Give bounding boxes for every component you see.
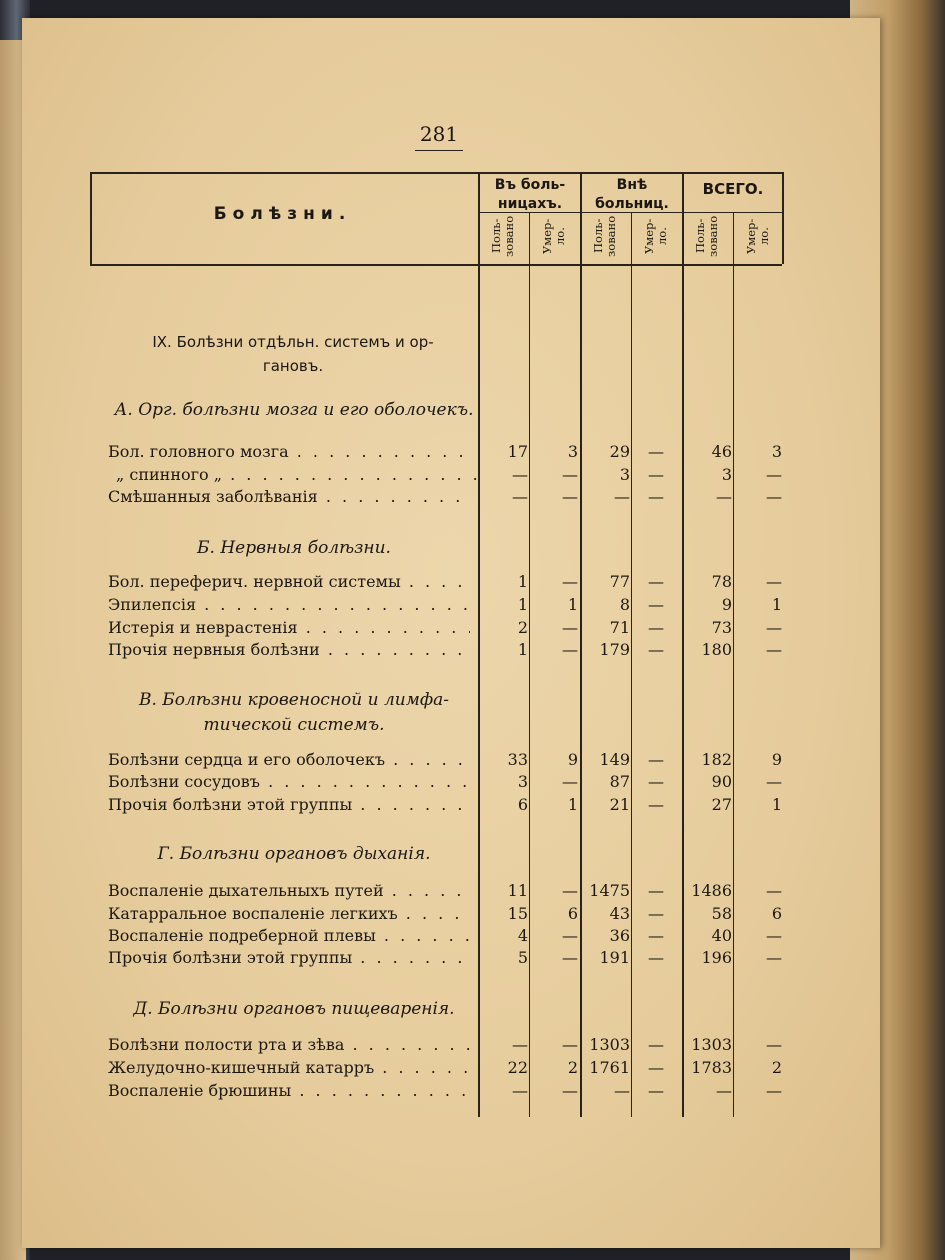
cell-hospital-died: — — [562, 572, 578, 591]
row-label: Воспаленіе дыхательныхъ путей . . . — [108, 881, 470, 900]
in-hospital-died-header: Умер- ло. — [540, 218, 567, 254]
row-label: Истерія и неврастенія . . . — [108, 618, 470, 637]
cell-hospital-died: — — [562, 640, 578, 659]
table-row — [0, 1035, 945, 1057]
cell-hospital-died: 9 — [567, 750, 578, 769]
cell-hospital-treated: — — [512, 487, 528, 506]
cell-total-died: — — [766, 618, 782, 637]
cell-hospital-treated: 1 — [517, 595, 528, 614]
cell-hospital-treated: — — [512, 465, 528, 484]
table-top-rule — [90, 172, 782, 174]
total-header: ВСЕГО. — [702, 180, 764, 198]
cell-outside-treated: 71 — [609, 618, 630, 637]
cell-hospital-treated: 1 — [517, 572, 528, 591]
cell-total-died: — — [766, 487, 782, 506]
in-hospital-header: Въ боль- ницахъ. — [494, 177, 566, 212]
header-bottom-rule — [90, 264, 782, 266]
cell-outside-treated: 149 — [599, 750, 630, 769]
cell-hospital-treated: 33 — [507, 750, 528, 769]
cell-total-treated: 3 — [721, 465, 732, 484]
section-title: IX. Болѣзни отдѣльн. системъ и ор- гановъ. — [152, 333, 434, 375]
cell-hospital-died: 6 — [567, 904, 578, 923]
cell-outside-treated: 3 — [619, 465, 630, 484]
cell-outside-died: — — [648, 1058, 664, 1077]
cell-total-died: 2 — [771, 1058, 782, 1077]
cell-outside-died: — — [648, 572, 664, 591]
cell-outside-treated: 191 — [599, 948, 630, 967]
table-row — [0, 442, 945, 464]
cell-total-died: — — [766, 881, 782, 900]
cell-total-died: — — [766, 465, 782, 484]
cell-total-died: — — [766, 1081, 782, 1100]
table-row — [0, 572, 945, 594]
col-rule-6 — [733, 213, 734, 1117]
row-label: Воспаленіе подреберной плевы . . . — [108, 926, 470, 945]
cell-total-treated: 1303 — [691, 1035, 732, 1054]
subsection-title: В. Болѣзни кровеносной и лимфа- тической системъ. — [138, 690, 450, 735]
cell-outside-died: — — [648, 1035, 664, 1054]
row-label: Катарральное воспаленіе легкихъ . . . — [108, 904, 470, 923]
row-label: Бол. головного мозга . . . — [108, 442, 470, 461]
cell-outside-died: — — [648, 926, 664, 945]
cell-hospital-treated: 15 — [507, 904, 528, 923]
cell-hospital-died: — — [562, 487, 578, 506]
row-label: Прочія нервныя болѣзни . . . — [108, 640, 470, 659]
subsection-title: Г. Болѣзни органовъ дыханія. — [157, 844, 431, 864]
cell-total-treated: 78 — [711, 572, 732, 591]
table-row — [0, 1058, 945, 1080]
table-row — [0, 881, 945, 903]
row-label: Желудочно-кишечный катарръ . . . — [108, 1058, 470, 1077]
row-label: „ спинного „ . . . — [108, 465, 478, 484]
cell-total-died: 1 — [771, 595, 782, 614]
cell-outside-died: — — [648, 1081, 664, 1100]
cell-hospital-died: 1 — [567, 795, 578, 814]
cell-hospital-died: — — [562, 618, 578, 637]
row-label: Болѣзни сердца и его оболочекъ . . . — [108, 750, 470, 769]
in-hospital-treated-header: Поль- зовано — [489, 215, 516, 257]
subsection-title: Д. Болѣзни органовъ пищеваренія. — [133, 999, 455, 1019]
subsection-title: А. Орг. болѣзни мозга и его оболочекъ. — [114, 400, 474, 420]
cell-outside-died: — — [648, 795, 664, 814]
total-died-header: Умер- ло. — [744, 218, 771, 254]
cell-total-died: — — [766, 948, 782, 967]
row-label: Смѣшанныя заболѣванія . . . — [108, 487, 470, 506]
cell-outside-treated: 77 — [609, 572, 630, 591]
table-row — [0, 750, 945, 772]
cell-hospital-treated: 3 — [517, 772, 528, 791]
cell-hospital-treated: 1 — [517, 640, 528, 659]
outside-treated-header: Поль- зовано — [591, 215, 618, 257]
cell-hospital-treated: 11 — [507, 881, 528, 900]
table-row — [0, 926, 945, 948]
cell-outside-treated: — — [614, 487, 630, 506]
cell-hospital-died: — — [562, 881, 578, 900]
cell-total-died: — — [766, 772, 782, 791]
subsection-title: Б. Нервныя болѣзни. — [197, 538, 391, 558]
table-row — [0, 487, 945, 509]
cell-hospital-treated: 4 — [517, 926, 528, 945]
cell-total-treated: 40 — [711, 926, 732, 945]
col-rule-2 — [529, 213, 530, 1117]
cell-outside-died: — — [648, 487, 664, 506]
table-row — [0, 640, 945, 662]
cell-total-treated: 9 — [721, 595, 732, 614]
outside-hospital-header: Внѣ больниц. — [595, 177, 669, 212]
cell-outside-died: — — [648, 750, 664, 769]
cell-outside-treated: 36 — [609, 926, 630, 945]
cell-hospital-treated: 6 — [517, 795, 528, 814]
cell-outside-treated: 21 — [609, 795, 630, 814]
cell-hospital-died: — — [562, 948, 578, 967]
table-row — [0, 795, 945, 817]
cell-hospital-died: — — [562, 465, 578, 484]
cell-total-treated: 27 — [711, 795, 732, 814]
cell-hospital-died: 3 — [567, 442, 578, 461]
cell-total-treated: — — [716, 1081, 732, 1100]
row-label: Эпилепсія . . . — [108, 595, 470, 614]
cell-total-died: 1 — [771, 795, 782, 814]
cell-outside-treated: 1303 — [589, 1035, 630, 1054]
table-row — [0, 948, 945, 970]
cell-outside-treated: — — [614, 1081, 630, 1100]
table-row — [0, 595, 945, 617]
cell-total-treated: 58 — [711, 904, 732, 923]
cell-total-died: — — [766, 1035, 782, 1054]
cell-total-treated: 180 — [701, 640, 732, 659]
cell-total-treated: 73 — [711, 618, 732, 637]
cell-outside-died: — — [648, 465, 664, 484]
cell-outside-treated: 1761 — [589, 1058, 630, 1077]
cell-hospital-treated: 22 — [507, 1058, 528, 1077]
table-row — [0, 904, 945, 926]
total-treated-header: Поль- зовано — [693, 215, 720, 257]
row-label: Прочія болѣзни этой группы . . . — [108, 795, 470, 814]
cell-total-treated: — — [716, 487, 732, 506]
page-number: 281 — [415, 122, 463, 151]
cell-total-treated: 1783 — [691, 1058, 732, 1077]
cell-outside-treated: 87 — [609, 772, 630, 791]
diseases-header: Болѣзни. — [213, 204, 352, 224]
cell-outside-died: — — [648, 772, 664, 791]
cell-hospital-died: — — [562, 772, 578, 791]
cell-outside-treated: 29 — [609, 442, 630, 461]
col-rule-4 — [631, 213, 632, 1117]
cell-total-died: 6 — [771, 904, 782, 923]
cell-hospital-died: 1 — [567, 595, 578, 614]
cell-total-died: 9 — [771, 750, 782, 769]
table-row — [0, 1081, 945, 1103]
cell-outside-died: — — [648, 904, 664, 923]
cell-hospital-treated: 17 — [507, 442, 528, 461]
cell-hospital-died: — — [562, 1081, 578, 1100]
cell-total-died: — — [766, 572, 782, 591]
cell-total-died: 3 — [771, 442, 782, 461]
cell-total-treated: 90 — [711, 772, 732, 791]
cell-total-treated: 196 — [701, 948, 732, 967]
cell-outside-died: — — [648, 640, 664, 659]
cell-total-treated: 46 — [711, 442, 732, 461]
table-row — [0, 772, 945, 794]
cell-outside-died: — — [648, 618, 664, 637]
cell-outside-died: — — [648, 948, 664, 967]
cell-total-died: — — [766, 926, 782, 945]
cell-hospital-treated: — — [512, 1035, 528, 1054]
outside-died-header: Умер- ло. — [642, 218, 669, 254]
row-label: Прочія болѣзни этой группы . . . — [108, 948, 470, 967]
cell-hospital-treated: 2 — [517, 618, 528, 637]
table-row — [0, 618, 945, 640]
cell-outside-treated: 8 — [619, 595, 630, 614]
table-right-rule — [782, 172, 784, 264]
cell-total-died: — — [766, 640, 782, 659]
cell-hospital-died: 2 — [567, 1058, 578, 1077]
cell-hospital-died: — — [562, 1035, 578, 1054]
row-label: Болѣзни сосудовъ . . . — [108, 772, 470, 791]
cell-outside-died: — — [648, 442, 664, 461]
row-label: Болѣзни полости рта и зѣва . . . — [108, 1035, 470, 1054]
cell-outside-treated: 1475 — [589, 881, 630, 900]
table-row — [0, 465, 945, 487]
cell-hospital-treated: — — [512, 1081, 528, 1100]
cell-outside-treated: 179 — [599, 640, 630, 659]
cell-outside-died: — — [648, 595, 664, 614]
cell-hospital-died: — — [562, 926, 578, 945]
cell-total-treated: 182 — [701, 750, 732, 769]
cell-hospital-treated: 5 — [517, 948, 528, 967]
cell-outside-died: — — [648, 881, 664, 900]
row-label: Бол. переферич. нервной системы . . . — [108, 572, 470, 591]
cell-outside-treated: 43 — [609, 904, 630, 923]
row-label: Воспаленіе брюшины . . . — [108, 1081, 470, 1100]
cell-total-treated: 1486 — [691, 881, 732, 900]
